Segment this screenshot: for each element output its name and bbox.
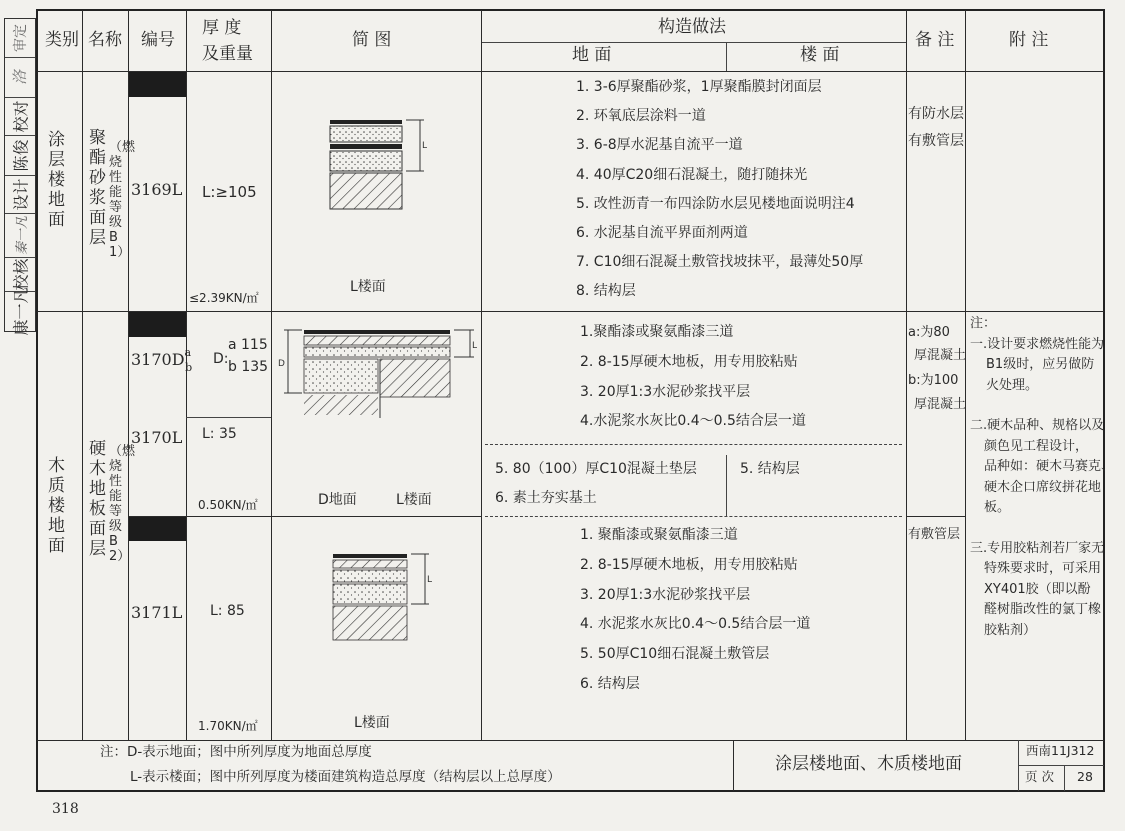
atlas-number: 西南11J312 <box>1026 743 1095 758</box>
remark-3170-3: b:为100 <box>908 373 959 388</box>
header-name: 名称 <box>88 30 122 50</box>
appendix-notes: 注： 一.设计要求燃烧性能为 B1级时，应另做防 火处理。 二.硬木品种、规格以及 颜色见工程设计， 品种如：硬木马赛克、 硬木企口席纹拼花地 板。 三.专用胶粘剂若厂家无 特殊要求时，可采用 XY401胶（即以酚 醛树脂改性的氯丁橡 胶粘剂） <box>970 316 1115 638</box>
footer-note-d: 注：D-表示地面；图中所列厚度为地面总厚度 <box>100 744 372 760</box>
thickness-3171L: L: 85 <box>210 603 245 619</box>
thickness-3170L: L: 35 <box>202 426 237 442</box>
remark-3169L-1: 有防水层 <box>908 106 964 122</box>
header-thickness-1: 厚 度 <box>202 18 242 38</box>
sketch-label-3171L: L楼面 <box>354 715 390 731</box>
thickness-3169L: L:≥105 <box>202 183 257 201</box>
category-coating-floor: 涂 层 楼 地 面 <box>48 130 65 231</box>
sketch-label-3170L: L楼面 <box>396 492 432 508</box>
floor-step-3170: 5. 结构层 <box>740 461 800 477</box>
review-strip <box>4 18 36 336</box>
header-floor: 楼 面 <box>800 45 840 65</box>
category-wood-floor: 木 质 楼 地 面 <box>48 456 65 557</box>
header-ground: 地 面 <box>572 45 612 65</box>
review-design-label: 设计 <box>5 175 35 214</box>
page-no: 28 <box>1077 769 1093 784</box>
review-check-name: 康一凡 <box>11 286 31 336</box>
header-category: 类别 <box>45 30 79 50</box>
remark-3170-4: 厚混凝土 <box>914 397 967 412</box>
header-construction: 构造做法 <box>658 17 726 37</box>
review-proof-label: 校对 <box>5 97 35 136</box>
review-approved-label: 审定 <box>5 19 35 58</box>
svg-text:L: L <box>427 575 433 585</box>
code-3170D: $3170D^a_b$ <box>131 346 193 374</box>
ground-step-3170-1: 5. 80（100）厚C10混凝土垫层 <box>495 461 697 477</box>
sketch-3171L <box>325 548 435 642</box>
review-check-label: 校核 <box>5 257 35 292</box>
ground-step-3170-2: 6. 素土夯实基土 <box>495 490 597 506</box>
sketch-label-3170D: D地面 <box>318 492 357 508</box>
steps-3171L: 1. 聚酯漆或聚氨酯漆三道 2. 8-15厚硬木地板，用专用胶粘贴 3. 20厚1:3水泥砂浆找平层 4. 水泥浆水灰比0.4～0.5结合层一道 5. 50厚C10细石混凝土敷管层 6. 结构层 <box>580 527 811 692</box>
header-appendix: 附 注 <box>1009 30 1049 50</box>
remark-3169L-2: 有敷管层 <box>908 133 964 149</box>
sketch-3169L <box>320 118 430 218</box>
thickness-3170D-a: a 115 <box>228 337 268 353</box>
remark-3170-1: a:为80 <box>908 325 950 340</box>
review-proof-name: 陈俊 <box>5 135 35 176</box>
thickness-3170D-prefix: D: <box>213 351 229 367</box>
header-remark: 备 注 <box>915 30 955 50</box>
steps-3169L: 1. 3-6厚聚酯砂浆，1厚聚酯膜封闭面层 2. 环氧底层涂料一道 3. 6-8厚水泥基自流平一道 4. 40厚C20细石混凝土，随打随抹光 5. 改性沥青一布四涂防水层见楼地面说明注4 6. 水泥基自流平界面剂两道 7. C10细石混凝土敷管找坡抹平，最薄处50厚 8. 结构层 <box>576 79 864 300</box>
review-approved-signature: 洛 <box>5 57 35 98</box>
sketch-label-3169L: L楼面 <box>350 279 386 295</box>
weight-3169L: ≤2.39KN/㎡ <box>189 291 259 305</box>
thickness-3170D-b: b 135 <box>228 359 269 375</box>
code-bar-3170 <box>129 312 186 337</box>
header-code: 编号 <box>141 30 175 50</box>
book-page-number: 318 <box>52 801 79 817</box>
remark-3170-2: 厚混凝土 <box>914 348 967 363</box>
code-3170L: 3170L <box>131 428 183 447</box>
code-bar-3171 <box>129 517 186 541</box>
name-polyester-mortar: 聚 酯 砂 浆 面 层 <box>89 128 106 249</box>
code-3171L: 3171L <box>131 603 183 622</box>
header-sketch: 简 图 <box>352 30 392 50</box>
sketch-3170 <box>276 318 480 422</box>
svg-text:D: D <box>278 359 285 369</box>
page-label: 页 次 <box>1025 769 1054 784</box>
code-3169L: 3169L <box>131 180 183 199</box>
remark-3171L: 有敷管层 <box>908 527 961 542</box>
footer-note-l: L-表示楼面；图中所列厚度为楼面建筑构造总厚度（结构层以上总厚度） <box>130 769 561 785</box>
name-hardwood-floor: 硬 木 地 板 面 层 <box>89 439 106 560</box>
footer-title: 涂层楼地面、木质楼地面 <box>775 754 962 774</box>
review-design-signature: 秦一凡 <box>5 213 35 258</box>
weight-3170L: 0.50KN/㎡ <box>198 498 258 512</box>
name-fire-rating-b2: （燃烧性能等级B2） <box>109 444 136 564</box>
svg-text:L: L <box>472 341 478 351</box>
name-fire-rating-b1: （燃烧性能等级B1） <box>109 140 136 260</box>
svg-text:L: L <box>422 141 428 151</box>
steps-3170: 1.聚酯漆或聚氨酯漆三道 2. 8-15厚硬木地板，用专用胶粘贴 3. 20厚1:3水泥砂浆找平层 4.水泥浆水灰比0.4～0.5结合层一道 <box>580 324 806 430</box>
code-bar-3169 <box>129 72 186 97</box>
header-thickness-2: 及重量 <box>202 44 253 64</box>
weight-3171L: 1.70KN/㎡ <box>198 719 258 733</box>
